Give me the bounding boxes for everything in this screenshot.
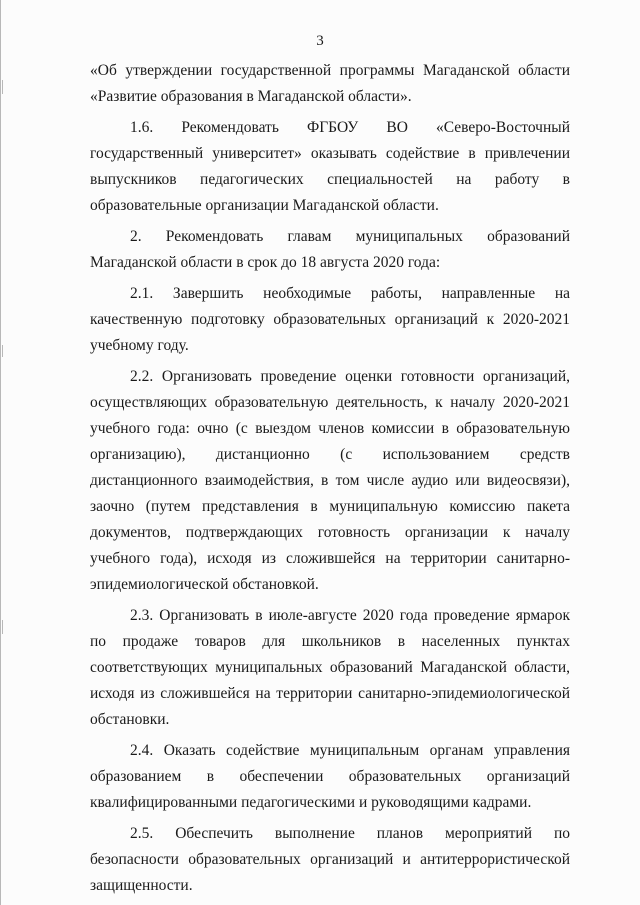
paragraph-item-2-4: 2.4. Оказать содействие муниципальным органам управления образованием в обеспечении образовательных организаций квалифицированными педагогическими и руководящими кадрами. [90,742,570,811]
paragraph-item-1-6: 1.6. Рекомендовать ФГБОУ ВО «Северо-Восточный государственный университет» оказывать содействие в привлечении выпускников педагогических специальностей на работу в образовательные организации Магаданской области. [90,119,570,214]
paragraph-continuation: «Об утверждении государственной программы Магаданской области «Развитие образования в Магаданской области». [90,62,570,105]
paragraph-item-2-5: 2.5. Обеспечить выполнение планов мероприятий по безопасности образовательных организаций и антитеррористической защищенности. [90,825,570,894]
paragraph-item-2: 2. Рекомендовать главам муниципальных образований Магаданской области в срок до 18 августа 2020 года: [90,228,570,271]
page-number: 3 [316,33,324,49]
document-body [90,58,570,899]
scan-edge-mark [2,620,3,634]
paragraph-item-2-2: 2.2. Организовать проведение оценки готовности организаций, осуществляющих образовательную деятельность, к началу 2020-2021 учебного года: очно (с выездом членов комиссии в образовательную организацию), дистанционно (с использованием средств дистанционного взаимодействия, в том числе аудио или видеосвязи), заочно (путем представления в муниципальную комиссию пакета документов, подтверждающих готовность организации к началу учебного года), исходя из сложившейся на территории санитарно-эпидемиологической обстановкой. [90,368,570,593]
scan-edge-mark [2,80,3,94]
scan-edge-mark [2,345,3,357]
paragraph-item-2-3: 2.3. Организовать в июле-августе 2020 года проведение ярмарок по продаже товаров для школьников в населенных пунктах соответствующих муниципальных образований Магаданской области, исходя из сложившейся на территории санитарно-эпидемиологической обстановки. [90,607,570,728]
paragraph-item-2-1: 2.1. Завершить необходимые работы, направленные на качественную подготовку образовательных организаций к 2020-2021 учебному году. [90,285,570,354]
scan-edge-mark [0,0,1,905]
